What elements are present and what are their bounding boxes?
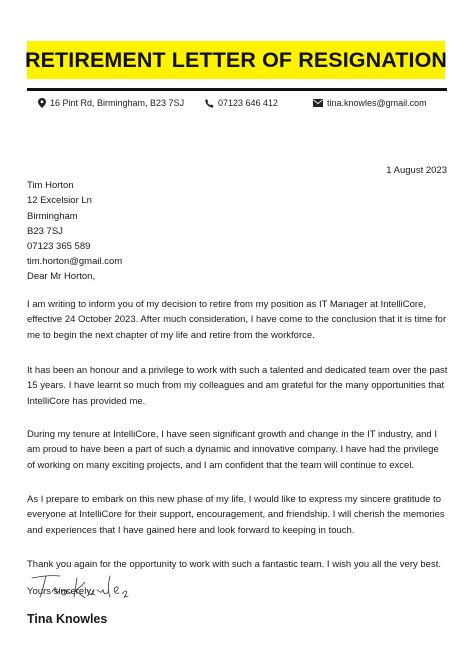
title-banner bbox=[24, 41, 448, 79]
recipient-street: 12 Excelsior Ln bbox=[27, 195, 92, 207]
body-paragraph: Thank you again for the opportunity to work with such a fantastic team. I wish you all the very best. bbox=[27, 559, 441, 570]
letter-date: 1 August 2023 bbox=[386, 165, 447, 176]
location-pin-icon bbox=[38, 98, 46, 108]
closing: Yours sincerely, bbox=[27, 586, 94, 597]
handwritten-signature bbox=[30, 570, 140, 605]
salutation: Dear Mr Horton, bbox=[27, 271, 96, 282]
contact-phone-text: 07123 646 412 bbox=[218, 98, 279, 108]
contact-address-text: 16 Pint Rd, Birmingham, B23 7SJ bbox=[50, 98, 185, 108]
contact-email-text: tina.knowles@gmail.com bbox=[327, 98, 427, 108]
phone-icon bbox=[205, 99, 214, 108]
body-paragraph: During my tenure at IntelliCore, I have seen significant growth and change in the IT industry, and I am proud to have been a part of such a dynamic and innovative company. I have had the privilege of working on many exciting projects, and I am confident that the team will continue to excel. bbox=[27, 429, 439, 471]
contact-email bbox=[313, 98, 427, 108]
title-divider bbox=[27, 88, 447, 91]
document-title: RETIREMENT LETTER OF RESIGNATION bbox=[24, 47, 448, 72]
recipient-name: Tim Horton bbox=[27, 180, 74, 191]
recipient-email: tim.horton@gmail.com bbox=[27, 256, 123, 268]
signer-name: Tina Knowles bbox=[27, 612, 108, 626]
contact-address bbox=[38, 98, 184, 108]
body-paragraph: As I prepare to embark on this new phase of my life, I would like to express my sincere gratitude to everyone at IntelliCore for their support, encouragement, and friendship. I will cherish the memories and experiences that I have gained here and look forward to keeping in touch. bbox=[27, 494, 445, 536]
recipient-block bbox=[27, 178, 122, 270]
contact-phone bbox=[205, 98, 278, 108]
body-paragraph: It has been an honour and a privilege to work with such a talented and dedicated team over the past 15 years. I have learnt so much from my colleagues and am grateful for the many opportunities that IntelliCore has provided me. bbox=[27, 365, 448, 407]
recipient-city: Birmingham bbox=[27, 210, 78, 222]
body-paragraph: I am writing to inform you of my decision to retire from my position as IT Manager at IntelliCore, effective 24 October 2023. After much consideration, I have come to the conclusion that it is time for me to begin the next chapter of my life and retire from the workforce. bbox=[27, 299, 447, 341]
recipient-phone: 07123 365 589 bbox=[27, 241, 91, 253]
recipient-postcode: B23 7SJ bbox=[27, 225, 63, 237]
envelope-icon bbox=[313, 99, 323, 107]
